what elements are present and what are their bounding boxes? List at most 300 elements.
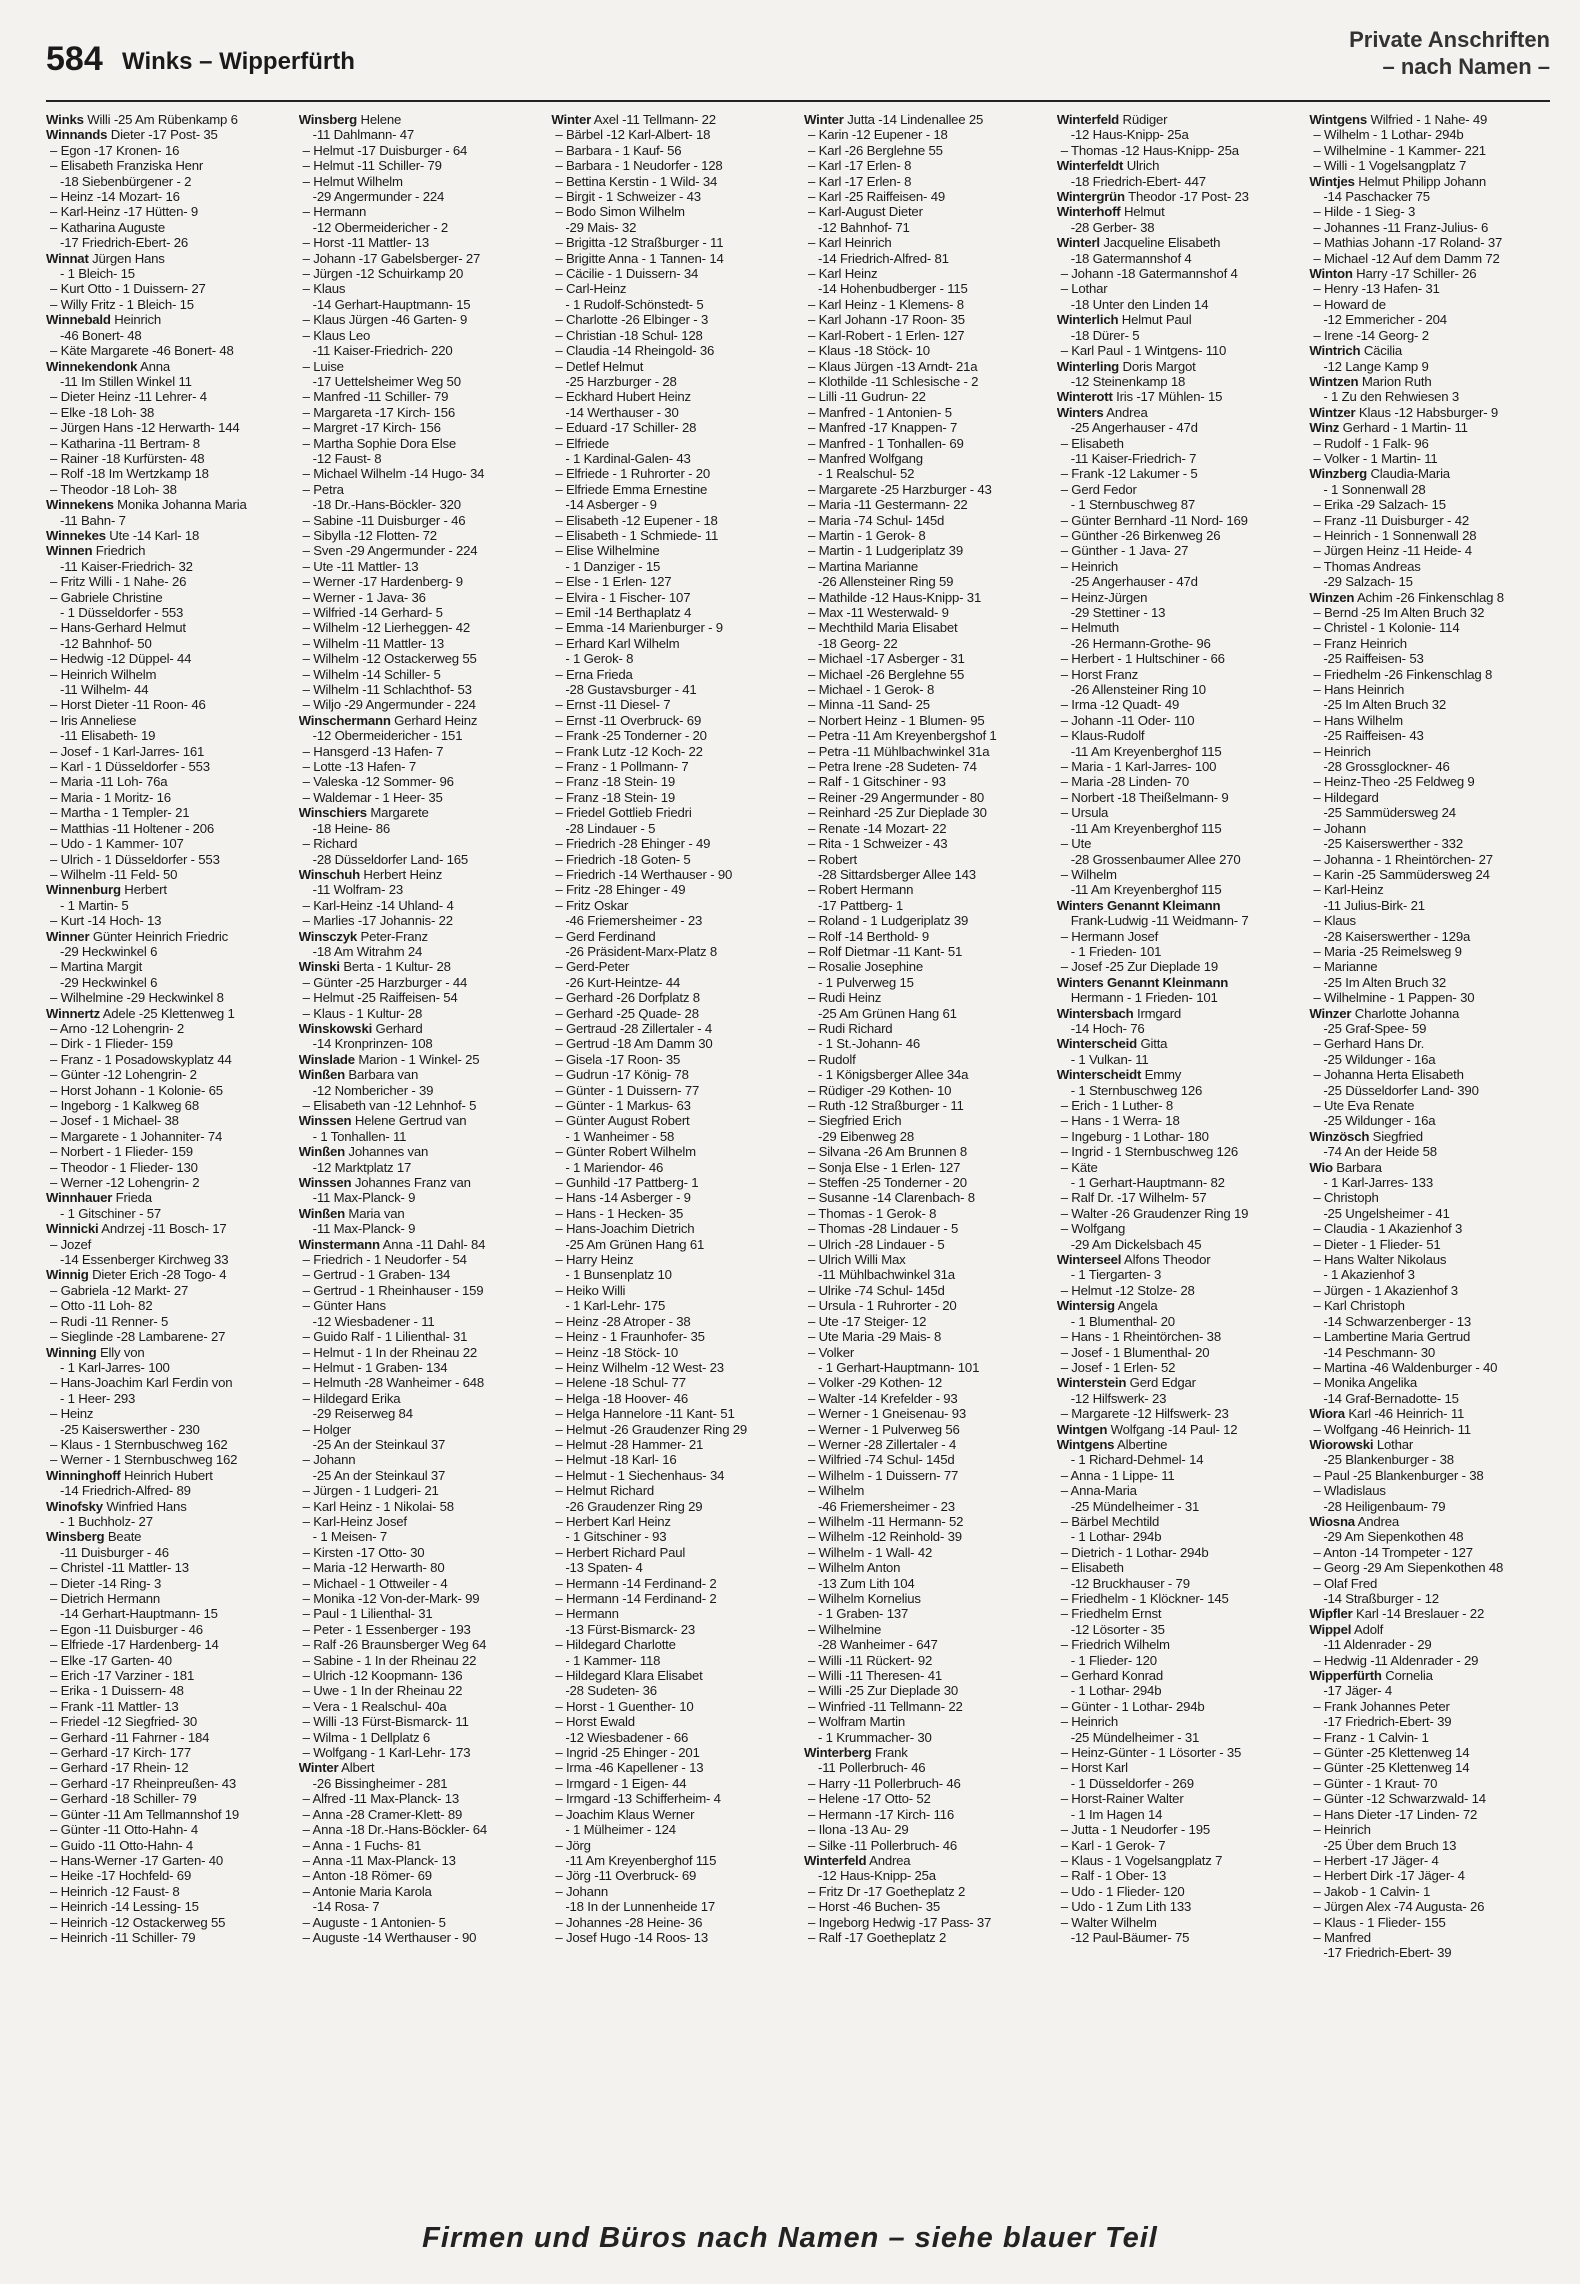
directory-entry [804,235,1045,250]
directory-entry [804,1391,1045,1406]
entry-text: – Udo - 1 Flieder- 120 [1060,1883,1185,1899]
surname: Winnicki [46,1221,99,1237]
directory-entry [551,235,792,250]
entry-text: – Herbert - 1 Hultschiner - 66 [1060,651,1225,667]
directory-entry [551,667,792,682]
entry-text: – Fritz -28 Ehinger - 49 [555,882,686,898]
entry-text: – Rudolf - 1 Falk- 96 [1313,435,1429,451]
entry-text: – Michael Wilhelm -14 Hugo- 34 [302,466,485,482]
entry-text: Gerd Edgar [1126,1375,1196,1391]
directory-entry [1309,975,1550,990]
directory-entry [804,1360,1045,1375]
directory-entry [46,1252,287,1267]
directory-entry [299,1314,540,1329]
entry-text: – Hedwig -12 Düppel- 44 [50,651,192,667]
directory-entry [804,1067,1045,1082]
entry-text: -29 Heckwinkel 6 [60,974,158,990]
entry-text: Johannes Franz van [351,1175,471,1191]
surname: Winterott [1056,389,1113,405]
directory-entry [299,1329,540,1344]
directory-entry [1309,189,1550,204]
entry-text: -11 Wolfram- 23 [312,882,403,898]
entry-text: – Elisabeth Franziska Henr [50,158,204,174]
entry-text: – Josef -25 Zur Dieplade 19 [1060,959,1219,975]
entry-text: – Herbert -17 Jäger- 4 [1313,1852,1439,1868]
directory-entry [1057,204,1298,219]
directory-entry [804,374,1045,389]
directory-entry [299,374,540,389]
entry-text: -11 Julius-Birk- 21 [1323,897,1425,913]
directory-entry [46,1237,287,1252]
entry-text: – Elvira - 1 Fischer- 107 [555,589,691,605]
entry-text: – Ingrid - 1 Sternbuschweg 126 [1060,1144,1238,1160]
surname: Wiorowski [1309,1436,1374,1452]
entry-text: – Johann [1313,820,1367,836]
entry-text: – Anna -18 Dr.-Hans-Böckler- 64 [302,1822,488,1838]
entry-text: – Rüdiger -29 Kothen- 10 [808,1082,952,1098]
entry-text: – Martina Marianne [808,558,919,574]
surname: Wipfler [1309,1606,1353,1622]
directory-entry [1057,127,1298,142]
entry-text: – Günter - 1 Markus- 63 [555,1098,691,1113]
entry-text: – Rolf Dietmar -11 Kant- 51 [808,943,963,959]
entry-text: – Helene -18 Schul- 77 [555,1375,686,1391]
directory-entry [1309,1329,1550,1344]
entry-text: – Siegfried Erich [808,1113,902,1129]
directory-entry [299,1622,540,1637]
directory-entry [299,266,540,281]
entry-text: – Helmut -26 Graudenzer Ring 29 [555,1421,748,1437]
entry-text: Iris -17 Mühlen- 15 [1112,389,1223,405]
entry-text: – Paul - 1 Lilienthal- 31 [302,1606,433,1622]
surname: Wintzer [1309,404,1356,420]
surname: Winterl [1056,235,1100,251]
entry-text: Elly von [96,1344,145,1360]
directory-entry [46,1144,287,1159]
directory-entry [46,1083,287,1098]
directory-entry [551,112,792,127]
directory-entry [299,1067,540,1082]
directory-entry [1309,1237,1550,1252]
entry-text: -28 Kaiserswerther - 129a [1323,928,1471,944]
directory-entry [1057,482,1298,497]
directory-entry [46,882,287,897]
entry-text: -12 Wiesbadener - 66 [565,1729,689,1745]
entry-text: – Volker -29 Kothen- 12 [808,1375,942,1391]
entry-text: – Hans Wilhelm [1313,712,1403,728]
entry-text: – Wolfram Martin [808,1714,905,1730]
entry-text: – Theodor - 1 Flieder- 130 [50,1159,198,1175]
entry-text: – Anton -14 Trompeter - 127 [1313,1544,1473,1560]
entry-text: Irmgard [1133,1005,1182,1021]
directory-entry [299,559,540,574]
entry-text: Helene Gertrud van [351,1113,467,1129]
directory-entry [299,728,540,743]
directory-entry [299,1483,540,1498]
directory-entry [551,744,792,759]
entry-text: – Willy Fritz - 1 Bleich- 15 [50,296,194,312]
entry-text: – Ralf Dr. -17 Wilhelm- 57 [1060,1190,1207,1206]
directory-entry [46,1098,287,1113]
entry-text: – Manfred [1313,1929,1371,1945]
entry-text: -25 Am Grünen Hang 61 [818,1005,957,1021]
directory-entry [299,1036,540,1051]
directory-entry [1309,389,1550,404]
directory-entry [1309,805,1550,820]
entry-text: – Manfred -17 Knappen- 7 [808,420,958,436]
directory-entry [551,1807,792,1822]
entry-text: Andrea [866,1852,911,1868]
entry-text: -11 Kaiser-Friedrich- 32 [60,558,193,574]
entry-text: – Carl-Heinz [555,281,627,297]
directory-entry [804,543,1045,558]
entry-text: – Heinrich [1060,1714,1119,1730]
directory-entry [551,1915,792,1930]
directory-entry [804,1452,1045,1467]
entry-text: – Cäcilie - 1 Duissern- 34 [555,266,699,282]
directory-entry [1057,420,1298,435]
directory-entry [1057,774,1298,789]
entry-text: - 1 Mariendor- 46 [565,1159,664,1175]
entry-text: – Egon -17 Kronen- 16 [50,142,180,158]
entry-text: - 1 Meisen- 7 [312,1529,388,1545]
entry-text: Marion - 1 Winkel- 25 [354,1051,480,1067]
directory-entry [1057,1021,1298,1036]
directory-entry [1309,1267,1550,1282]
entry-text: – Sonja Else - 1 Erlen- 127 [808,1159,961,1175]
directory-entry [1309,466,1550,481]
directory-entry [1057,1576,1298,1591]
directory-entry [804,1545,1045,1560]
entry-text: Jürgen Hans [88,250,165,266]
directory-entry [1309,852,1550,867]
entry-text: – Else - 1 Erlen- 127 [555,574,672,590]
directory-entry [551,728,792,743]
entry-text: – Henry -13 Hafen- 31 [1313,281,1440,297]
directory-entry [1057,1067,1298,1082]
directory-entry [1309,697,1550,712]
directory-entry [551,466,792,481]
entry-text: – Klaus - 1 Vogelsangplatz 7 [1060,1852,1223,1868]
directory-entry [1309,1884,1550,1899]
entry-text: – Reinhard -25 Zur Dieplade 30 [808,805,987,821]
entry-text: – Valeska -12 Sommer- 96 [302,774,454,790]
directory-entry [299,1899,540,1914]
entry-text: – Heinz-Günter - 1 Lösorter - 35 [1060,1745,1242,1761]
directory-entry [1309,497,1550,512]
entry-text: – Helmut - 1 Siechenhaus- 34 [555,1467,725,1483]
entry-text: – Ralf - 1 Ober- 13 [1060,1868,1167,1884]
entry-text: Monika Johanna Maria [113,497,247,513]
entry-text: – Horst Johann - 1 Kolonie- 65 [50,1082,223,1098]
entry-text: – Theodor -18 Loh- 38 [50,481,177,497]
entry-text: – Helmut -11 Schiller- 79 [302,158,442,174]
directory-entry [804,1422,1045,1437]
directory-entry [1309,328,1550,343]
directory-entry [299,204,540,219]
directory-entry [804,436,1045,451]
directory-entry [299,990,540,1005]
directory-entry [1057,1699,1298,1714]
entry-text: – Heinz-Jürgen [1060,589,1148,605]
directory-entry [299,1391,540,1406]
directory-entry [46,1360,287,1375]
directory-entry [551,898,792,913]
directory-entry [1309,1345,1550,1360]
directory-entry [804,1699,1045,1714]
entry-text: – Hans-Joachim Karl Ferdin von [50,1375,233,1391]
directory-entry [804,1314,1045,1329]
directory-entry [1057,620,1298,635]
surname: Wintzen [1309,373,1359,389]
entry-text: – Charlotte -26 Elbinger - 3 [555,312,709,328]
entry-text: Angela [1114,1298,1158,1314]
entry-text: – Harry Heinz [555,1252,634,1268]
entry-text: – Karl -17 Erlen- 8 [808,173,912,189]
directory-entry [299,1514,540,1529]
entry-text: – Martin - 1 Gerok- 8 [808,527,926,543]
directory-entry [1309,836,1550,851]
directory-entry [1057,559,1298,574]
directory-entry [299,482,540,497]
directory-entry [46,513,287,528]
entry-text: - 1 Graben- 137 [818,1606,909,1622]
directory-entry [299,328,540,343]
directory-entry [46,1391,287,1406]
directory-entry [804,174,1045,189]
directory-entry [299,759,540,774]
directory-entry [804,204,1045,219]
page-number: 584 [46,40,103,78]
surname: Winßen [298,1144,345,1160]
directory-entry [1057,328,1298,343]
entry-text: – Harry -11 Pollerbruch- 46 [808,1775,961,1791]
entry-text: – Friedhelm Ernst [1060,1606,1162,1622]
directory-entry [551,1375,792,1390]
directory-entry [46,959,287,974]
directory-entry [551,1545,792,1560]
entry-text: Albertine [1114,1436,1168,1452]
entry-text: Rüdiger [1119,112,1168,127]
entry-text: – Wilfried -74 Schul- 145d [808,1452,955,1468]
entry-text: – Karl-Heinz -14 Uhland- 4 [302,897,454,913]
entry-text: - 1 Gerhart-Hauptmann- 82 [1070,1175,1225,1191]
entry-text: -14 Straßburger - 12 [1323,1591,1439,1606]
entry-text: – Gudrun -17 König- 78 [555,1067,689,1083]
entry-text: – Sabine -11 Duisburger - 46 [302,512,466,528]
directory-entry [551,1221,792,1236]
surname: Wipperfürth [1309,1668,1382,1684]
entry-text: -12 Lange Kamp 9 [1323,358,1429,374]
directory-entry [1057,728,1298,743]
directory-entry [1309,436,1550,451]
directory-entry [299,913,540,928]
entry-text: – Heinrich -12 Ostackerweg 55 [50,1914,226,1930]
entry-text: -12 Bruckhauser - 79 [1070,1575,1190,1591]
entry-text: – Antonie Maria Karola [302,1883,432,1899]
directory-entry [46,1529,287,1544]
directory-entry [1309,405,1550,420]
section-title [1349,26,1550,80]
entry-text: – Robert Hermann [808,882,914,898]
entry-text: – Irmgard - 1 Eigen- 44 [555,1775,687,1791]
directory-entry [551,1406,792,1421]
entry-text: – Rudolf [808,1051,856,1067]
directory-entry [46,1560,287,1575]
directory-entry [551,251,792,266]
directory-entry [1309,728,1550,743]
entry-text: - 1 Heer- 293 [60,1390,136,1406]
entry-text: – Hans-Werner -17 Garten- 40 [50,1852,223,1868]
directory-entry [551,420,792,435]
entry-text: – Klaus - 1 Sternbuschweg 162 [50,1436,228,1452]
entry-text: – Peter - 1 Essenberger - 193 [302,1621,471,1637]
directory-entry [1057,1206,1298,1221]
entry-text: -25 Ungelsheimer - 41 [1323,1205,1450,1221]
directory-entry [551,1360,792,1375]
directory-entry [804,1175,1045,1190]
entry-text: -14 Essenberger Kirchweg 33 [60,1252,229,1268]
entry-text: -14 Hohenbudberger - 115 [818,281,968,297]
entry-text: -14 Friedrich-Alfred- 81 [818,250,949,266]
entry-text: -11 Max-Planck- 9 [312,1221,416,1237]
directory-entry [46,1514,287,1529]
directory-entry [804,836,1045,851]
directory-entry [1309,1622,1550,1637]
directory-entry [299,1499,540,1514]
entry-text: – Friedrich Wilhelm [1060,1637,1170,1653]
entry-text: – Johann -11 Oder- 110 [1060,712,1195,728]
entry-text: – Sieglinde -28 Lambarene- 27 [50,1329,226,1345]
directory-entry [1057,389,1298,404]
directory-entry [551,1468,792,1483]
directory-entry [1309,882,1550,897]
entry-text: – Alfred -11 Max-Planck- 13 [302,1791,460,1807]
directory-entry [1309,1668,1550,1683]
entry-text: – Bärbel -12 Karl-Albert- 18 [555,127,711,143]
directory-entry [1309,821,1550,836]
entry-text: – Reiner -29 Angermunder - 80 [808,789,985,805]
directory-entry [551,1283,792,1298]
entry-text: – Irmgard -13 Schifferheim- 4 [555,1791,721,1807]
surname: Winterscheidt [1056,1067,1142,1083]
entry-text: – Arno -12 Lohengrin- 2 [50,1020,184,1036]
directory-entry [46,1190,287,1205]
surname: Winskowski [298,1020,373,1036]
directory-entry [804,713,1045,728]
entry-text: – Franz -18 Stein- 19 [555,789,676,805]
directory-entry [1309,158,1550,173]
directory-entry [1309,667,1550,682]
directory-entry [551,713,792,728]
directory-entry [1057,1422,1298,1437]
entry-text: – Dieter - 1 Flieder- 51 [1313,1236,1441,1252]
entry-text: -17 Pattberg- 1 [818,897,903,913]
entry-text: – Rainer -18 Kurfürsten- 48 [50,450,205,466]
directory-entry [46,1175,287,1190]
entry-text: Barbara van [344,1067,419,1083]
entry-text: – Horst - 1 Guenther- 10 [555,1698,694,1714]
directory-entry [551,312,792,327]
entry-text: - 1 Vulkan- 11 [1070,1051,1149,1067]
entry-text: – Kurt Otto - 1 Duissern- 27 [50,281,206,297]
directory-entry [1309,1853,1550,1868]
directory-entry [551,1452,792,1467]
directory-entry [804,852,1045,867]
entry-text: – Ulrich - 1 Düsseldorfer - 553 [50,851,220,867]
directory-entry [551,1637,792,1652]
entry-text: - 1 Sonnenwall 28 [1323,481,1426,497]
entry-text: - 1 Königsberger Allee 34a [818,1067,969,1083]
entry-text: – Karl Johann -17 Roon- 35 [808,312,965,328]
surname: Winter [298,1760,339,1776]
entry-text: – Maria -11 Loh- 76a [50,774,168,790]
directory-entry [1057,543,1298,558]
directory-entry [46,605,287,620]
entry-text: – Ernst -11 Diesel- 7 [555,697,671,713]
directory-entry [1309,1945,1550,1960]
directory-entry [46,1745,287,1760]
directory-entry [551,682,792,697]
entry-text: – Maria - 1 Moritz- 16 [50,789,171,805]
entry-text: – Manfred - 1 Tonhallen- 69 [808,435,964,451]
entry-text: – Klaus Jürgen -46 Garten- 9 [302,312,468,328]
directory-entry [1309,790,1550,805]
entry-text: – Michael - 1 Ottweiler - 4 [302,1575,448,1591]
directory-entry [551,620,792,635]
directory-entry [1057,651,1298,666]
directory-entry [299,127,540,142]
entry-text: – Karl -26 Berglehne 55 [808,142,943,158]
entry-text: – Werner - 1 Java- 36 [302,589,426,605]
directory-entry [804,143,1045,158]
directory-entry [551,1760,792,1775]
directory-entry [551,1052,792,1067]
directory-entry [1057,590,1298,605]
entry-text: – Karl - 1 Gerok- 7 [1060,1837,1166,1853]
surname: Winter [804,112,844,127]
entry-text: – Ralf -17 Goetheplatz 2 [808,1929,947,1945]
directory-entry [1309,1606,1550,1621]
entry-text: – Thomas Andreas [1313,558,1421,574]
surname: Wintersig [1056,1298,1115,1314]
directory-entry [804,1113,1045,1128]
entry-text: – Elke -18 Loh- 38 [50,404,155,420]
entry-text: – Franz - 1 Posadowskyplatz 44 [50,1051,232,1067]
entry-text: – Helmut -18 Karl- 16 [555,1452,677,1468]
surname: Winsczyk [298,928,358,944]
entry-text: -28 Düsseldorfer Land- 165 [312,851,469,867]
directory-entry [1057,1375,1298,1390]
entry-text: – Horst Ewald [555,1714,635,1730]
entry-text: – Petra -11 Am Kreyenbergshof 1 [808,728,997,744]
directory-entry [551,1067,792,1082]
entry-text: Willi -25 Am Rübenkamp 6 [83,112,238,127]
entry-text: – Willi - 1 Vogelsangplatz 7 [1313,158,1467,174]
surname: Wippel [1309,1621,1352,1637]
entry-text: – Ilona -13 Au- 29 [808,1822,909,1838]
directory-entry [46,189,287,204]
entry-text: – Iris Anneliese [50,712,137,728]
entry-text: – Jakob - 1 Calvin- 1 [1313,1883,1431,1899]
directory-entry [551,1899,792,1914]
entry-text: -12 Obermeidericher - 151 [312,728,463,744]
entry-text: – Emma -14 Marienburger - 9 [555,620,723,636]
entry-text: -11 Kaiser-Friedrich- 220 [312,343,453,359]
entry-text: -11 Am Kreyenberghof 115 [1070,743,1222,759]
directory-entry [46,328,287,343]
entry-text: -14 Paschacker 75 [1323,189,1430,205]
